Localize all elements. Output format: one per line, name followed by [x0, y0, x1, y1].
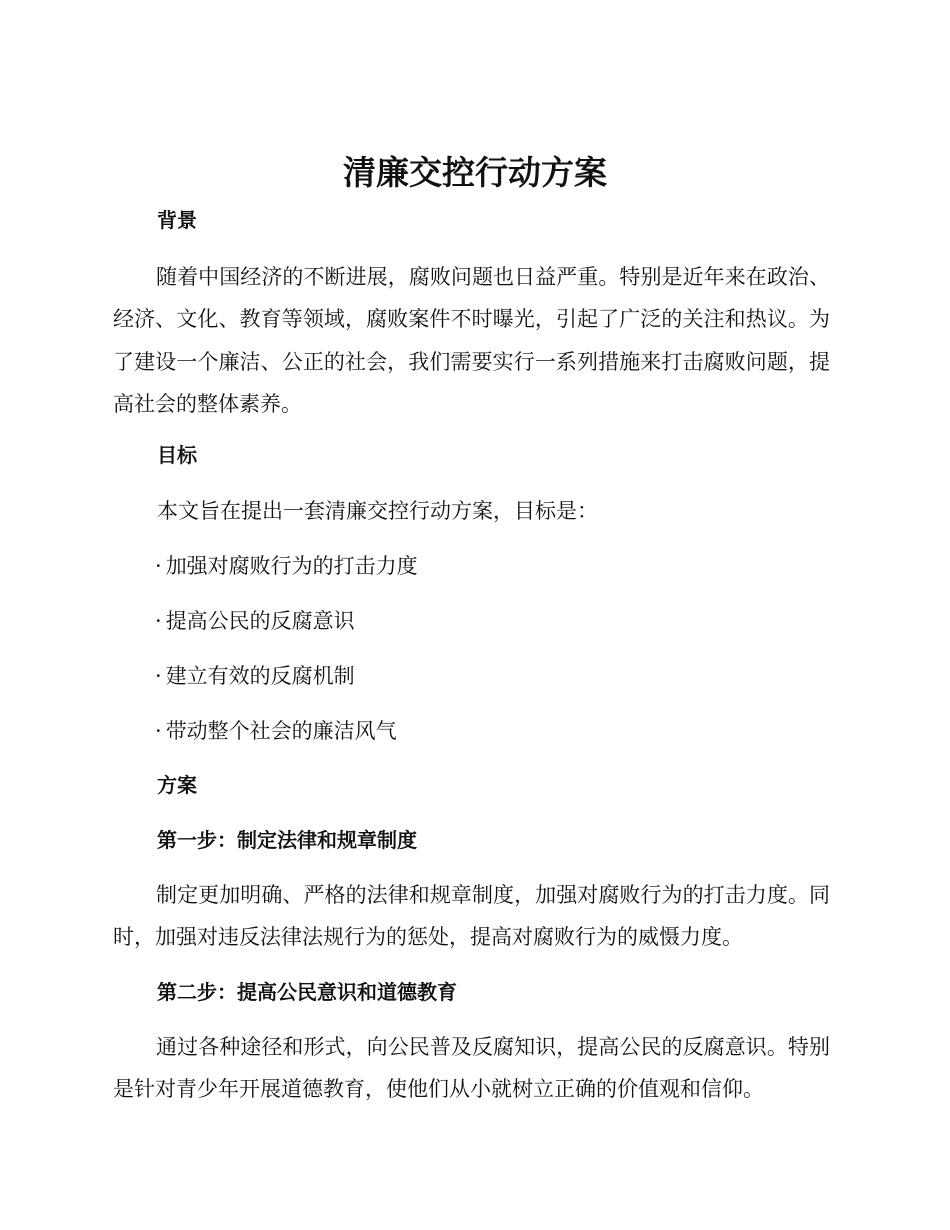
- step-paragraph-1: 制定更加明确、严格的法律和规章制度，加强对腐败行为的打击力度。同时，加强对违反法律法规行为的惩处，提高对腐败行为的威慑力度。: [113, 883, 830, 950]
- bullet-marker: ·: [155, 554, 162, 578]
- goals-intro: 本文旨在提出一套清廉交控行动方案，目标是：: [157, 499, 598, 523]
- step-paragraph-2: 通过各种途径和形式，向公民普及反腐知识，提高公民的反腐意识。特别是针对青少年开展道德教育，使他们从小就树立正确的价值观和信仰。: [113, 1035, 830, 1102]
- bullet-marker: ·: [155, 609, 162, 633]
- goal-item-text: 提高公民的反腐意识: [165, 609, 355, 633]
- step-heading-2: 第二步：提高公民意识和道德教育: [157, 980, 457, 1004]
- section-heading-plan: 方案: [157, 773, 197, 797]
- bullet-marker: ·: [155, 664, 162, 688]
- background-paragraph: 随着中国经济的不断进展，腐败问题也日益严重。特别是近年来在政治、经济、文化、教育等领域，腐败案件不时曝光，引起了广泛的关注和热议。为了建设一个廉洁、公正的社会，我们需要实行一系列措施来打击腐败问题，提高社会的整体素养。: [113, 265, 830, 416]
- goal-list-item: [155, 551, 418, 581]
- section-heading-goals: 目标: [157, 443, 197, 467]
- goal-list-item: [155, 716, 397, 746]
- goal-item-text: 加强对腐败行为的打击力度: [165, 554, 418, 578]
- goal-item-text: 带动整个社会的廉洁风气: [165, 719, 397, 743]
- goal-item-text: 建立有效的反腐机制: [165, 664, 355, 688]
- document-title: 清廉交控行动方案: [343, 153, 607, 192]
- bullet-marker: ·: [155, 719, 162, 743]
- section-heading-background: 背景: [157, 208, 197, 232]
- goal-list-item: [155, 606, 355, 636]
- step-heading-1: 第一步：制定法律和规章制度: [157, 828, 417, 852]
- goal-list-item: [155, 661, 355, 691]
